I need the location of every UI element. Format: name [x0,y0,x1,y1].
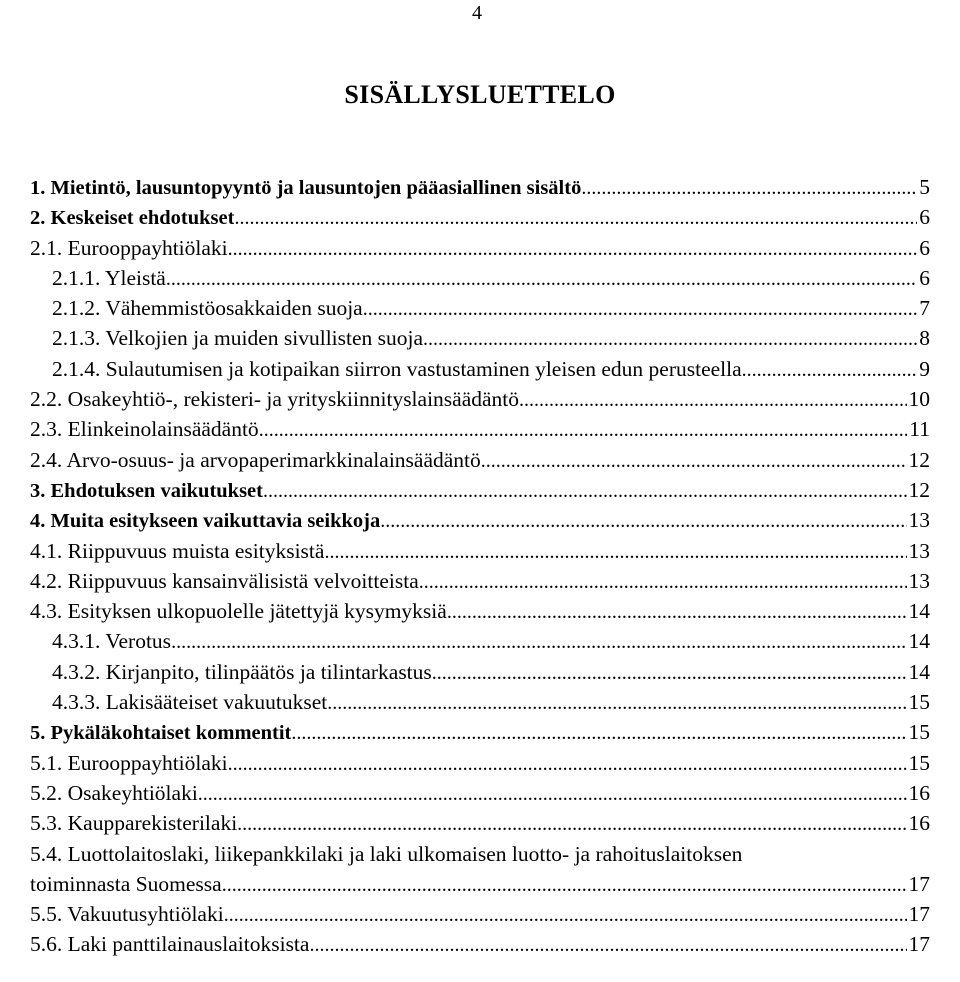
toc-entry[interactable] [0,929,960,959]
toc-dot-leader [237,808,906,839]
toc-entry[interactable] [0,172,960,202]
toc-dot-leader [324,536,906,567]
toc-dot-leader [224,899,907,930]
toc-page-number: 10 [908,387,930,412]
toc-page-number: 13 [908,568,930,593]
toc-entry[interactable] [0,687,960,717]
toc-page-number: 15 [908,750,930,775]
toc-entry[interactable] [0,323,960,353]
toc-entry[interactable] [0,899,960,929]
toc-page-number: 7 [919,296,930,321]
toc-entry-label: 5.2. Osakeyhtiölaki [30,780,198,805]
toc-page-number: 17 [908,902,930,927]
toc-page-number: 6 [919,235,930,260]
toc-entry[interactable] [0,778,960,808]
toc-dot-leader [259,414,908,445]
toc-dot-leader [228,748,907,779]
toc-entry-label: 2.1. Eurooppayhtiölaki [30,235,228,260]
toc-dot-leader [166,263,917,294]
toc-entry[interactable] [0,566,960,596]
toc-entry-label: 2.4. Arvo-osuus- ja arvopaperimarkkinalainsäädäntö [30,447,481,472]
toc-entry[interactable] [0,869,960,899]
toc-dot-leader [291,718,906,748]
toc-dot-leader [222,869,907,900]
toc-entry-label: 2.3. Elinkeinolainsäädäntö [30,417,259,442]
toc-dot-leader [423,323,917,354]
toc-entry-label: 2. Keskeiset ehdotukset [30,207,235,230]
toc-entry[interactable] [0,808,960,838]
toc-entry-label: 2.1.1. Yleistä [52,265,166,290]
toc-entry-label: 5.6. Laki panttilainauslaitoksista [30,932,310,957]
toc-page-number: 14 [908,599,930,624]
toc-entry-label: 4.2. Riippuvuus kansainvälisistä velvoitteista [30,568,419,593]
toc-entry[interactable] [0,505,960,535]
table-of-contents [0,172,960,960]
toc-entry[interactable] [0,202,960,232]
toc-dot-leader [363,293,918,324]
toc-entry-label: 3. Ehdotuksen vaikutukset [30,479,263,502]
toc-entry[interactable] [0,233,960,263]
toc-entry-label: 2.2. Osakeyhtiö-, rekisteri- ja yrityskiinnityslainsäädäntö [30,387,520,412]
toc-dot-leader [263,476,907,506]
toc-dot-leader [447,596,907,627]
toc-page-number: 14 [908,629,930,654]
toc-entry[interactable] [0,384,960,414]
toc-entry-label: 4.3. Esityksen ulkopuolelle jätettyjä kysymyksiä [30,599,447,624]
toc-page-number: 5 [919,175,930,199]
toc-entry-label: 5. Pykäläkohtaiset kommentit [30,722,292,745]
toc-page-number: 11 [909,417,930,442]
toc-page-number: 13 [908,538,930,563]
toc-entry[interactable] [0,536,960,566]
toc-dot-leader [742,354,918,385]
toc-entry-label: 5.5. Vakuutusyhtiölaki [30,902,224,927]
toc-entry-label: 1. Mietintö, lausuntopyyntö ja lausuntojen pääasiallinen sisältö [30,177,582,199]
toc-page-number: 9 [919,356,930,381]
toc-entry-label: 2.1.2. Vähemmistöosakkaiden suoja [52,296,363,321]
page-title: SISÄLLYSLUETTELO [344,80,616,109]
toc-entry[interactable] [0,839,960,869]
toc-entry-label: 5.4. Luottolaitoslaki, liikepankkilaki ja laki ulkomaisen luotto- ja rahoituslaitoksen [30,841,743,866]
toc-entry-label: 4.3.1. Verotus [52,629,172,654]
toc-entry-label: 4. Muita esitykseen vaikuttavia seikkoja [30,510,381,533]
toc-page-number: 14 [908,659,930,684]
toc-dot-leader [198,778,907,809]
toc-dot-leader [519,384,906,415]
toc-page-number: 15 [908,720,930,745]
toc-page-number: 13 [908,508,930,533]
toc-entry-label: 5.3. Kaupparekisterilaki [30,811,238,836]
toc-entry[interactable] [0,475,960,505]
toc-page-number: 15 [908,690,930,715]
toc-entry-label: 4.3.2. Kirjanpito, tilinpäätös ja tilintarkastus [52,659,432,684]
toc-entry[interactable] [0,717,960,747]
toc-entry[interactable] [0,748,960,778]
toc-page-number: 8 [919,326,930,351]
toc-dot-leader [432,657,907,688]
toc-entry[interactable] [0,263,960,293]
toc-dot-leader [419,566,907,597]
page-number: 4 [472,2,482,24]
toc-entry[interactable] [0,626,960,656]
toc-page-number: 16 [908,780,930,805]
toc-entry[interactable] [0,596,960,626]
toc-entry-label: 2.1.3. Velkojien ja muiden sivullisten suoja [52,326,424,351]
toc-entry-label: 2.1.4. Sulautumisen ja kotipaikan siirron vastustaminen yleisen edun perusteella [52,356,742,381]
toc-entry[interactable] [0,354,960,384]
toc-entry[interactable] [0,445,960,475]
toc-dot-leader [171,626,906,657]
toc-dot-leader [581,173,917,203]
toc-entry-label: 4.1. Riippuvuus muista esityksistä [30,538,325,563]
toc-page-number: 6 [919,205,930,230]
toc-entry-label: toiminnasta Suomessa [30,871,222,896]
toc-entry[interactable] [0,293,960,323]
toc-entry-label: 4.3.3. Lakisääteiset vakuutukset [52,690,328,715]
toc-dot-leader [380,506,906,536]
toc-page-number: 16 [908,811,930,836]
toc-page-number: 17 [908,871,930,896]
toc-dot-leader [481,445,907,476]
toc-page-number: 17 [908,932,930,957]
toc-entry[interactable] [0,414,960,444]
toc-dot-leader [228,233,918,264]
toc-page-number: 12 [908,447,930,472]
toc-dot-leader [234,203,917,233]
toc-dot-leader [327,687,906,718]
toc-page-number: 12 [908,477,930,502]
toc-page-number: 6 [919,265,930,290]
toc-dot-leader [309,929,906,960]
toc-entry[interactable] [0,657,960,687]
toc-entry-label: 5.1. Eurooppayhtiölaki [30,750,228,775]
